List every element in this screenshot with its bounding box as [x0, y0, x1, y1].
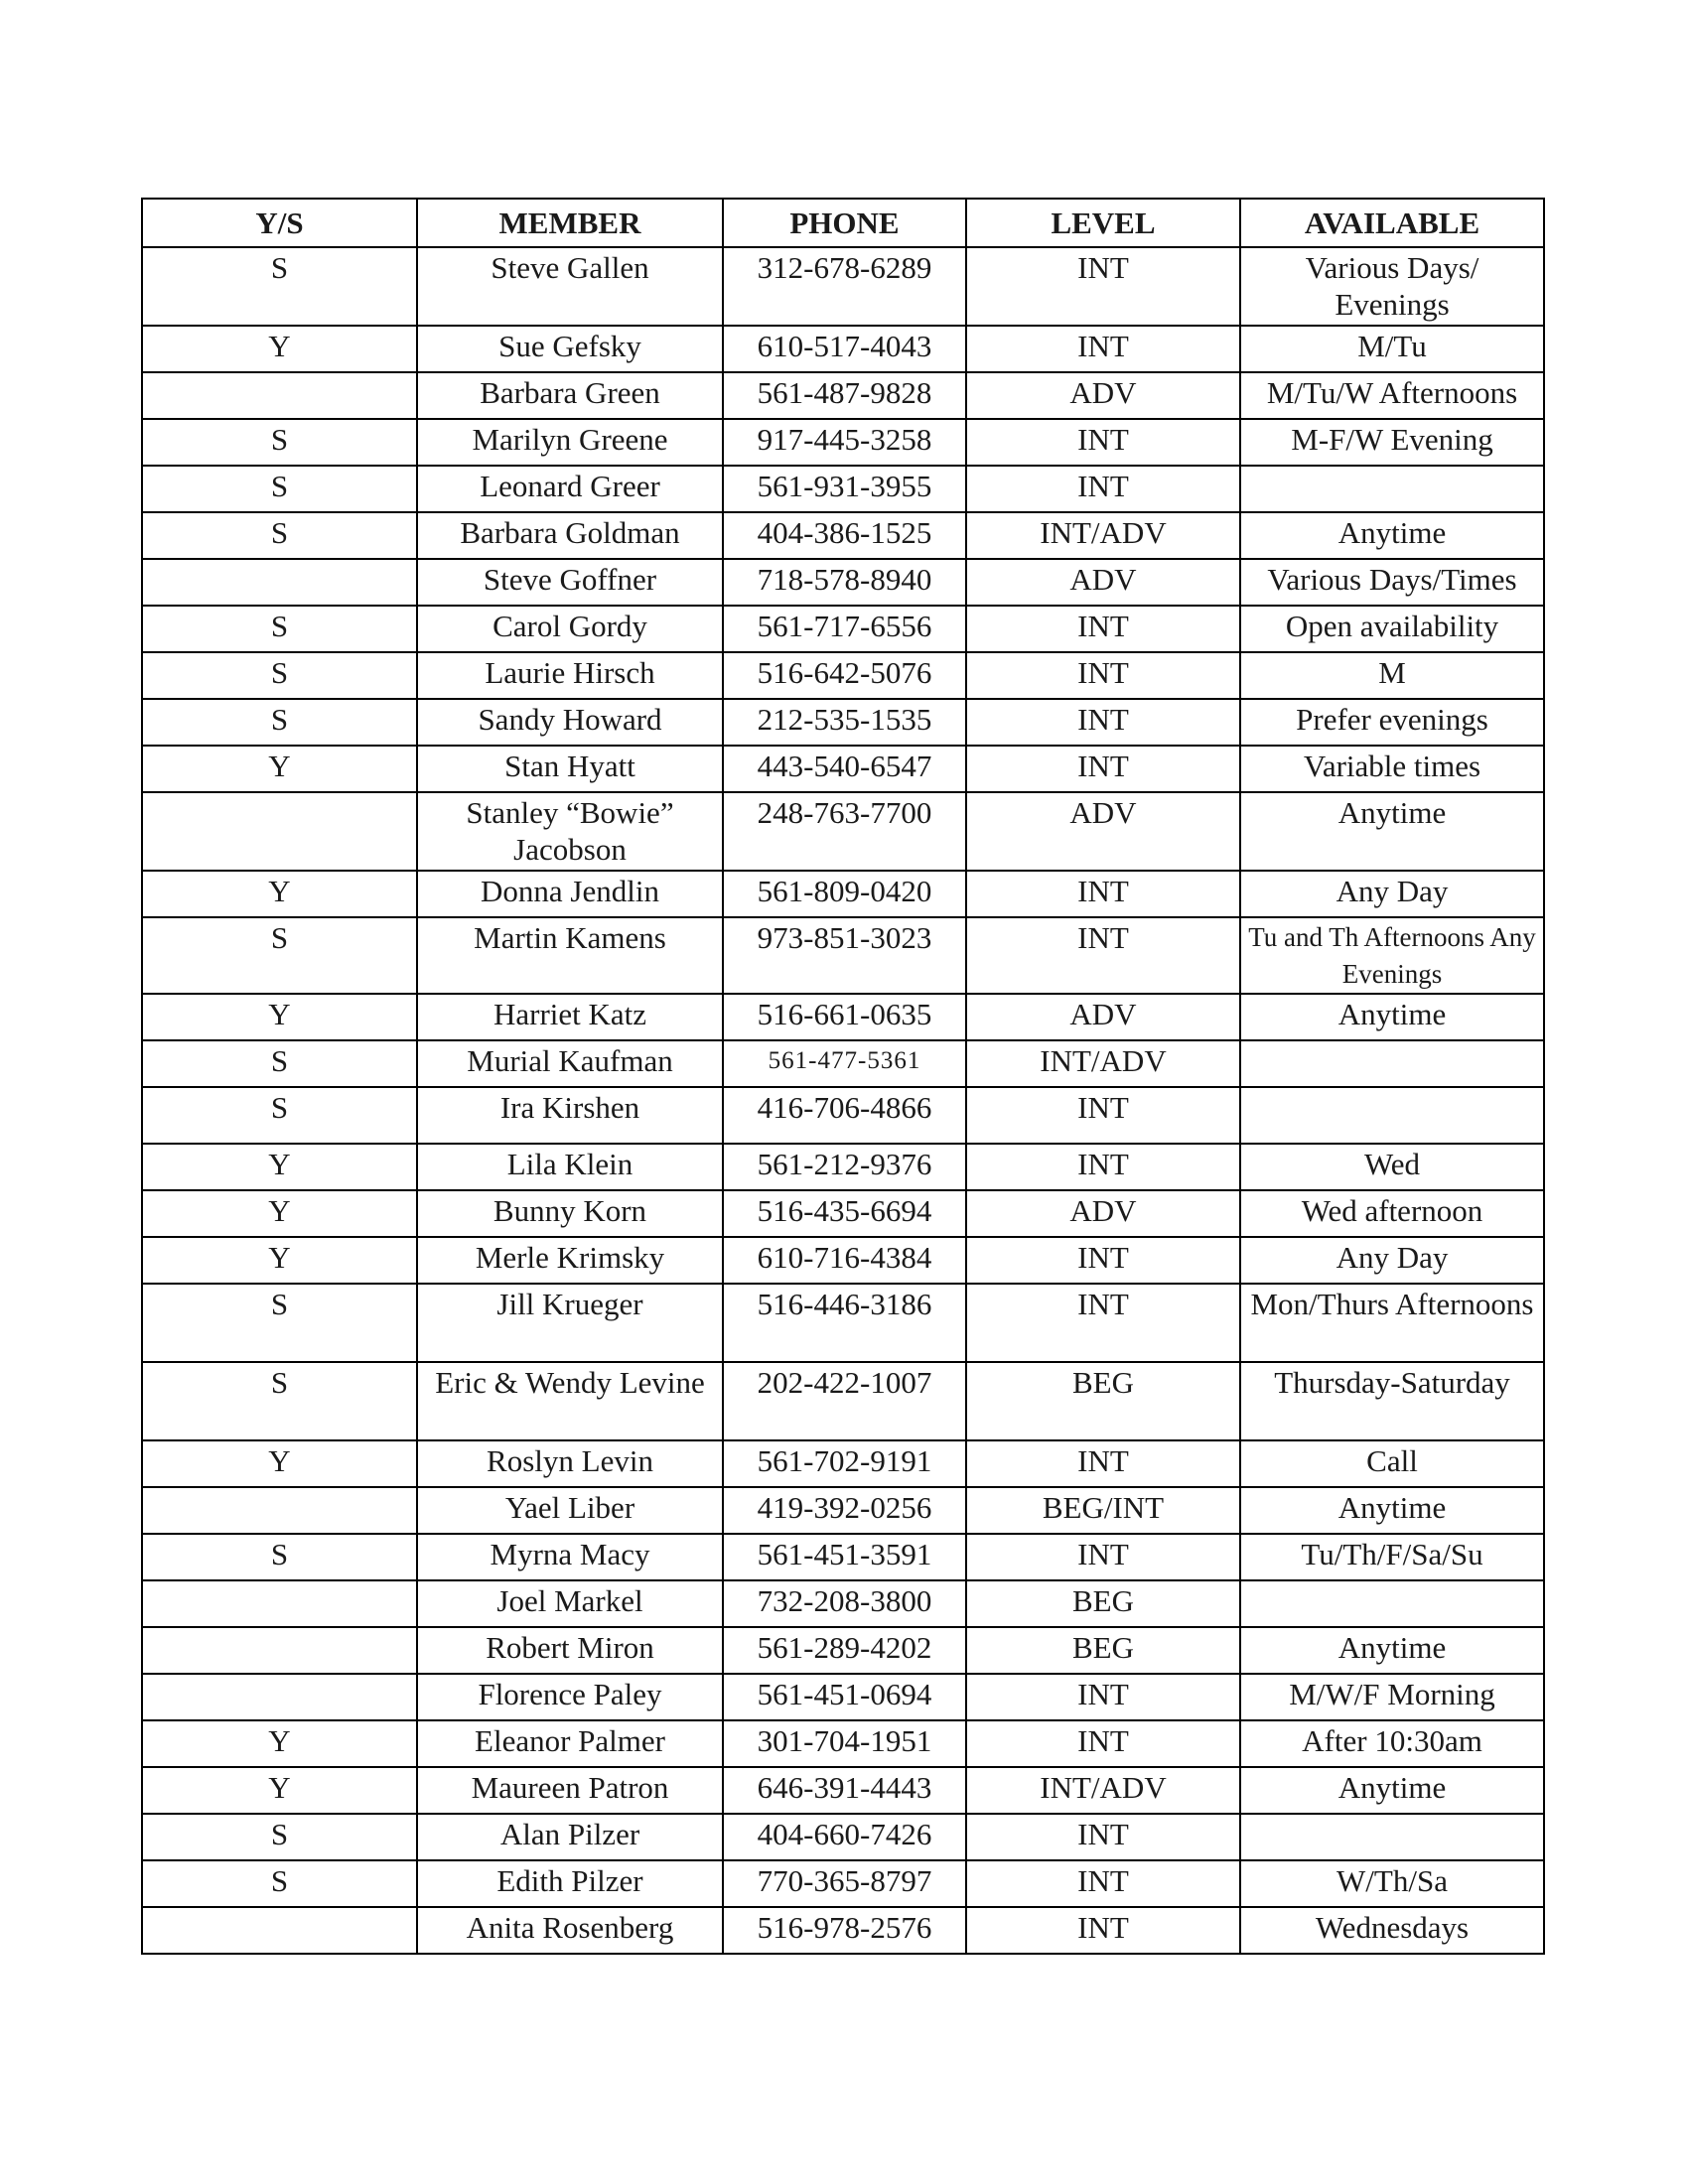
table-row	[142, 419, 1544, 466]
member-cell: Bunny Korn	[417, 1190, 723, 1237]
available-cell: M/Tu	[1240, 326, 1544, 372]
phone-cell: 561-931-3955	[723, 466, 966, 512]
level-cell: INT	[966, 746, 1240, 792]
ys-cell	[142, 372, 417, 419]
table-row	[142, 1362, 1544, 1440]
table-row	[142, 1284, 1544, 1362]
phone-cell: 561-717-6556	[723, 606, 966, 652]
table-row	[142, 559, 1544, 606]
ys-cell	[142, 792, 417, 871]
member-cell: Steve Goffner	[417, 559, 723, 606]
table-row	[142, 1040, 1544, 1087]
phone-cell: 732-208-3800	[723, 1580, 966, 1627]
level-cell: INT	[966, 1674, 1240, 1720]
member-cell: Carol Gordy	[417, 606, 723, 652]
phone-cell: 416-706-4866	[723, 1087, 966, 1144]
table-row	[142, 512, 1544, 559]
ys-cell: Y	[142, 1237, 417, 1284]
phone-cell: 516-446-3186	[723, 1284, 966, 1362]
available-cell: M/W/F Morning	[1240, 1674, 1544, 1720]
available-cell: Anytime	[1240, 1767, 1544, 1814]
level-cell: BEG/INT	[966, 1487, 1240, 1534]
available-cell: Wed	[1240, 1144, 1544, 1190]
member-cell: Steve Gallen	[417, 247, 723, 326]
level-cell: INT	[966, 1907, 1240, 1954]
member-cell: Joel Markel	[417, 1580, 723, 1627]
table-row	[142, 1767, 1544, 1814]
phone-cell: 419-392-0256	[723, 1487, 966, 1534]
table-row	[142, 1144, 1544, 1190]
ys-cell: S	[142, 247, 417, 326]
table-row	[142, 1487, 1544, 1534]
member-cell: Barbara Green	[417, 372, 723, 419]
phone-cell: 516-435-6694	[723, 1190, 966, 1237]
level-cell: BEG	[966, 1627, 1240, 1674]
available-cell	[1240, 1040, 1544, 1087]
available-cell: Anytime	[1240, 792, 1544, 871]
phone-cell: 610-716-4384	[723, 1237, 966, 1284]
ys-cell	[142, 1907, 417, 1954]
ys-cell: S	[142, 1534, 417, 1580]
ys-cell: Y	[142, 746, 417, 792]
ys-cell	[142, 1674, 417, 1720]
ys-cell: S	[142, 917, 417, 994]
member-cell: Maureen Patron	[417, 1767, 723, 1814]
available-cell: M	[1240, 652, 1544, 699]
phone-cell: 212-535-1535	[723, 699, 966, 746]
member-cell: Donna Jendlin	[417, 871, 723, 917]
phone-cell: 561-702-9191	[723, 1440, 966, 1487]
table-row	[142, 746, 1544, 792]
ys-cell: Y	[142, 871, 417, 917]
level-cell: INT	[966, 1284, 1240, 1362]
member-cell: Harriet Katz	[417, 994, 723, 1040]
phone-cell: 516-978-2576	[723, 1907, 966, 1954]
available-cell: Variable times	[1240, 746, 1544, 792]
phone-cell: 312-678-6289	[723, 247, 966, 326]
level-cell: INT	[966, 466, 1240, 512]
table-row	[142, 1814, 1544, 1860]
ys-cell: Y	[142, 994, 417, 1040]
table-row	[142, 1720, 1544, 1767]
table-row	[142, 1190, 1544, 1237]
table-row	[142, 1860, 1544, 1907]
level-cell: INT	[966, 1087, 1240, 1144]
header-member: MEMBER	[417, 199, 723, 247]
member-cell: Florence Paley	[417, 1674, 723, 1720]
member-cell: Eleanor Palmer	[417, 1720, 723, 1767]
member-cell: Robert Miron	[417, 1627, 723, 1674]
level-cell: INT	[966, 699, 1240, 746]
member-cell: Jill Krueger	[417, 1284, 723, 1362]
available-cell: Anytime	[1240, 1627, 1544, 1674]
available-cell: Anytime	[1240, 994, 1544, 1040]
table-row	[142, 871, 1544, 917]
ys-cell: S	[142, 466, 417, 512]
member-cell: Eric & Wendy Levine	[417, 1362, 723, 1440]
available-cell	[1240, 1814, 1544, 1860]
level-cell: INT	[966, 1720, 1240, 1767]
header-level: LEVEL	[966, 199, 1240, 247]
header-ys: Y/S	[142, 199, 417, 247]
available-cell: W/Th/Sa	[1240, 1860, 1544, 1907]
ys-cell	[142, 1487, 417, 1534]
header-phone: PHONE	[723, 199, 966, 247]
header-available: AVAILABLE	[1240, 199, 1544, 247]
phone-cell: 404-386-1525	[723, 512, 966, 559]
phone-cell: 917-445-3258	[723, 419, 966, 466]
member-cell: Barbara Goldman	[417, 512, 723, 559]
available-cell: Thursday-Saturday	[1240, 1362, 1544, 1440]
member-cell: Yael Liber	[417, 1487, 723, 1534]
available-cell: Any Day	[1240, 871, 1544, 917]
ys-cell: Y	[142, 1440, 417, 1487]
phone-cell: 202-422-1007	[723, 1362, 966, 1440]
phone-cell: 516-661-0635	[723, 994, 966, 1040]
phone-cell: 561-451-3591	[723, 1534, 966, 1580]
ys-cell: S	[142, 512, 417, 559]
available-cell: Prefer evenings	[1240, 699, 1544, 746]
ys-cell: S	[142, 1362, 417, 1440]
table-row	[142, 1627, 1544, 1674]
table-row	[142, 994, 1544, 1040]
level-cell: INT	[966, 1814, 1240, 1860]
available-cell	[1240, 1087, 1544, 1144]
available-cell: Wed afternoon	[1240, 1190, 1544, 1237]
level-cell: ADV	[966, 1190, 1240, 1237]
phone-cell: 561-289-4202	[723, 1627, 966, 1674]
phone-cell: 301-704-1951	[723, 1720, 966, 1767]
table-row	[142, 652, 1544, 699]
level-cell: BEG	[966, 1362, 1240, 1440]
level-cell: INT/ADV	[966, 1040, 1240, 1087]
available-cell: Any Day	[1240, 1237, 1544, 1284]
table-row	[142, 1674, 1544, 1720]
available-cell: Anytime	[1240, 512, 1544, 559]
member-cell: Sandy Howard	[417, 699, 723, 746]
phone-cell: 770-365-8797	[723, 1860, 966, 1907]
available-cell: Open availability	[1240, 606, 1544, 652]
level-cell: ADV	[966, 792, 1240, 871]
table-row	[142, 792, 1544, 871]
table-row	[142, 1087, 1544, 1144]
member-cell: Myrna Macy	[417, 1534, 723, 1580]
level-cell: INT	[966, 1534, 1240, 1580]
member-cell: Sue Gefsky	[417, 326, 723, 372]
table-row	[142, 466, 1544, 512]
phone-cell: 973-851-3023	[723, 917, 966, 994]
table-row	[142, 247, 1544, 326]
available-cell: Tu/Th/F/Sa/Su	[1240, 1534, 1544, 1580]
ys-cell: Y	[142, 1144, 417, 1190]
available-cell: Call	[1240, 1440, 1544, 1487]
phone-cell: 404-660-7426	[723, 1814, 966, 1860]
level-cell: INT	[966, 1237, 1240, 1284]
member-roster-table	[141, 198, 1545, 1955]
member-cell: Martin Kamens	[417, 917, 723, 994]
available-cell: M-F/W Evening	[1240, 419, 1544, 466]
table-row	[142, 1907, 1544, 1954]
phone-cell: 561-451-0694	[723, 1674, 966, 1720]
phone-cell: 443-540-6547	[723, 746, 966, 792]
phone-cell: 561-212-9376	[723, 1144, 966, 1190]
ys-cell: S	[142, 606, 417, 652]
ys-cell: Y	[142, 326, 417, 372]
available-cell: Various Days/Times	[1240, 559, 1544, 606]
level-cell: INT	[966, 1860, 1240, 1907]
table-row	[142, 917, 1544, 994]
phone-cell: 646-391-4443	[723, 1767, 966, 1814]
phone-cell: 610-517-4043	[723, 326, 966, 372]
available-cell: M/Tu/W Afternoons	[1240, 372, 1544, 419]
ys-cell: Y	[142, 1767, 417, 1814]
level-cell: INT	[966, 247, 1240, 326]
level-cell: INT	[966, 606, 1240, 652]
level-cell: ADV	[966, 559, 1240, 606]
member-cell: Laurie Hirsch	[417, 652, 723, 699]
level-cell: BEG	[966, 1580, 1240, 1627]
available-cell	[1240, 1580, 1544, 1627]
table-row	[142, 1440, 1544, 1487]
level-cell: INT/ADV	[966, 512, 1240, 559]
member-cell: Roslyn Levin	[417, 1440, 723, 1487]
member-cell: Stan Hyatt	[417, 746, 723, 792]
available-cell: Wednesdays	[1240, 1907, 1544, 1954]
header-row	[142, 199, 1544, 247]
table-row	[142, 1580, 1544, 1627]
available-cell: Mon/Thurs Afternoons	[1240, 1284, 1544, 1362]
phone-cell: 718-578-8940	[723, 559, 966, 606]
table-row	[142, 1237, 1544, 1284]
level-cell: ADV	[966, 372, 1240, 419]
phone-cell: 561-477-5361	[723, 1040, 966, 1087]
member-cell: Leonard Greer	[417, 466, 723, 512]
member-cell: Lila Klein	[417, 1144, 723, 1190]
ys-cell: S	[142, 1087, 417, 1144]
table-row	[142, 326, 1544, 372]
member-cell: Ira Kirshen	[417, 1087, 723, 1144]
ys-cell	[142, 1580, 417, 1627]
member-cell: Murial Kaufman	[417, 1040, 723, 1087]
ys-cell: Y	[142, 1190, 417, 1237]
member-cell: Stanley “Bowie” Jacobson	[417, 792, 723, 871]
level-cell: INT	[966, 917, 1240, 994]
member-cell: Marilyn Greene	[417, 419, 723, 466]
ys-cell: Y	[142, 1720, 417, 1767]
ys-cell: S	[142, 652, 417, 699]
ys-cell: S	[142, 699, 417, 746]
table-row	[142, 699, 1544, 746]
ys-cell: S	[142, 1040, 417, 1087]
ys-cell	[142, 1627, 417, 1674]
level-cell: INT	[966, 419, 1240, 466]
member-cell: Merle Krimsky	[417, 1237, 723, 1284]
available-cell: After 10:30am	[1240, 1720, 1544, 1767]
available-cell: Various Days/ Evenings	[1240, 247, 1544, 326]
level-cell: INT	[966, 652, 1240, 699]
member-cell: Anita Rosenberg	[417, 1907, 723, 1954]
level-cell: INT	[966, 1440, 1240, 1487]
level-cell: INT	[966, 326, 1240, 372]
available-cell: Tu and Th Afternoons Any Evenings	[1240, 917, 1544, 994]
ys-cell: S	[142, 419, 417, 466]
level-cell: ADV	[966, 994, 1240, 1040]
member-cell: Edith Pilzer	[417, 1860, 723, 1907]
phone-cell: 248-763-7700	[723, 792, 966, 871]
level-cell: INT	[966, 871, 1240, 917]
ys-cell	[142, 559, 417, 606]
ys-cell: S	[142, 1814, 417, 1860]
table-row	[142, 1534, 1544, 1580]
ys-cell: S	[142, 1284, 417, 1362]
available-cell: Anytime	[1240, 1487, 1544, 1534]
table-row	[142, 372, 1544, 419]
member-cell: Alan Pilzer	[417, 1814, 723, 1860]
phone-cell: 561-809-0420	[723, 871, 966, 917]
ys-cell: S	[142, 1860, 417, 1907]
level-cell: INT/ADV	[966, 1767, 1240, 1814]
phone-cell: 516-642-5076	[723, 652, 966, 699]
phone-cell: 561-487-9828	[723, 372, 966, 419]
table-row	[142, 606, 1544, 652]
available-cell	[1240, 466, 1544, 512]
level-cell: INT	[966, 1144, 1240, 1190]
